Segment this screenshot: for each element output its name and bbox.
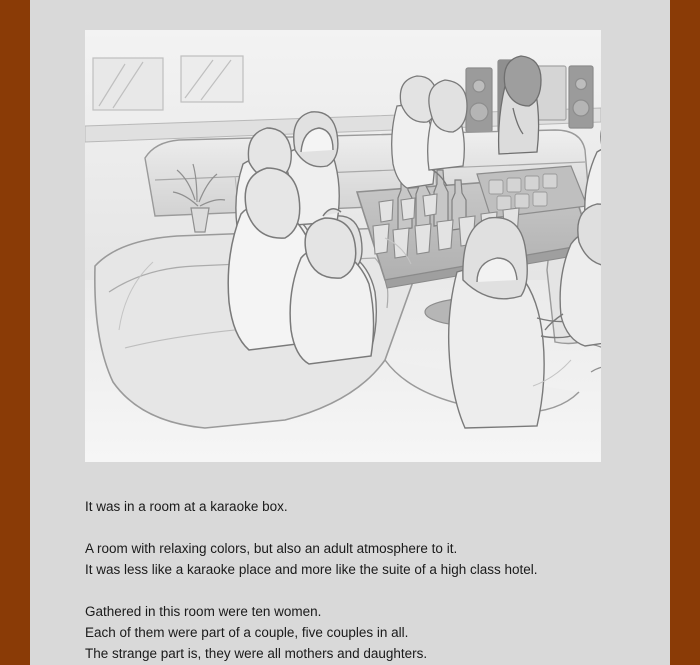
paragraph-1 [85,496,615,517]
content-column [85,30,615,664]
text-line: Gathered in this room were ten women. [85,604,322,619]
text-line: A room with relaxing colors, but also an adult atmosphere to it. [85,541,458,556]
illustration-artwork [85,30,601,462]
text-line: It was less like a karaoke place and more like the suite of a high class hotel. [85,562,538,577]
page-sheet [30,0,670,665]
story-text [85,496,615,664]
paragraph-2 [85,538,615,580]
text-line: The strange part is, they were all mothers and daughters. [85,646,428,661]
text-line: It was in a room at a karaoke box. [85,499,288,514]
karaoke-room-illustration [85,30,601,462]
text-line: Each of them were part of a couple, five couples in all. [85,625,409,640]
paragraph-3 [85,601,615,664]
